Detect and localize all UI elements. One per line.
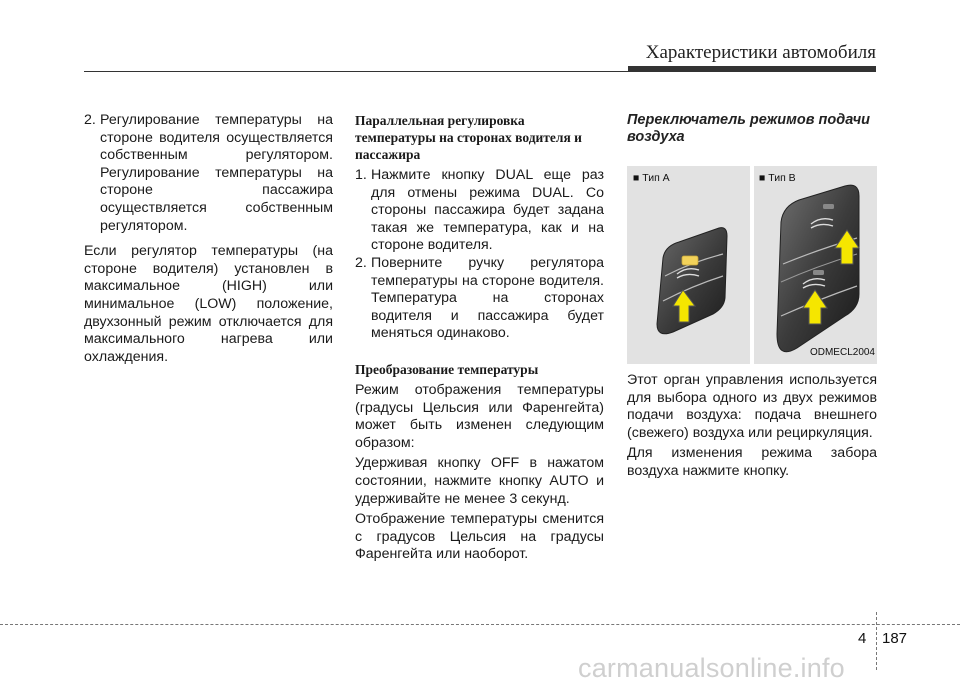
list-number: 2. — [84, 112, 96, 128]
column-3 — [627, 112, 877, 481]
figure-code: ODMECL2004 — [809, 347, 875, 359]
paragraph: Удерживая кнопку OFF в нажатом состоянии, нажмите кнопку AUTO и удерживайте не менее 3 секунд. — [355, 455, 604, 507]
list-text: Регулирование температуры на стороне водителя осуществляется собственным регулятором. Регулирование температуры на стороне пассажира осуществляется собственным регулятором. — [100, 112, 333, 234]
header-rule-thick — [628, 66, 876, 72]
section-title: Характеристики автомобиля — [645, 42, 876, 63]
section-heading: Параллельная регулировка температуры на сторонах водителя и пассажира — [355, 113, 582, 162]
paragraph: Для изменения режима забора воздуха нажмите кнопку. — [627, 445, 877, 479]
figure-air-intake-switch — [627, 166, 877, 364]
list-item — [355, 167, 604, 255]
chapter-number: 4 — [858, 630, 867, 647]
column-1 — [84, 112, 333, 366]
paragraph: Отображение температуры сменится с градусов Цельсия на градусы Фаренгейта или наоборот. — [355, 511, 604, 563]
list-text: Поверните ручку регулятора температуры на стороне водителя. Температура на сторонах водителя и пассажира будет меняться одинаково. — [371, 254, 604, 342]
list-item — [84, 112, 333, 235]
watermark: carmanualsonline.info — [578, 653, 845, 683]
list-item — [355, 255, 604, 343]
list-number: 1. — [355, 167, 367, 183]
list-number: 2. — [355, 254, 367, 271]
footer-divider — [876, 612, 877, 670]
type-a-label: ■ Тип А — [633, 172, 670, 184]
section-heading: Преобразование температуры — [355, 361, 539, 377]
column-2 — [355, 112, 604, 564]
type-b-label: ■ Тип В — [759, 172, 796, 184]
type-a-button-graphic — [657, 228, 727, 334]
page-number: 187 — [882, 630, 908, 647]
paragraph: Этот орган управления используется для выбора одного из двух режимов подачи воздуха: подача внешнего (свежего) воздуха или рециркуляция. — [627, 372, 877, 441]
type-b-button-graphic — [777, 185, 859, 352]
switch-illustration — [627, 166, 877, 364]
section-heading: Переключатель режимов подачи воздуха — [627, 112, 871, 145]
list-text: Нажмите кнопку DUAL еще раз для отмены режима DUAL. Со стороны пассажира будет задана такая же температура, как и на стороне водителя. — [371, 167, 604, 254]
header-rule — [84, 71, 714, 72]
paragraph: Режим отображения температуры (градусы Цельсия или Фаренгейта) может быть изменен следующим образом: — [355, 381, 604, 451]
footer-rule — [0, 624, 960, 625]
paragraph: Если регулятор температуры (на стороне водителя) установлен в максимальное (HIGH) или минимальное (LOW) положение, двухзонный режим отключается для максимального нагрева или охлаждения. — [84, 243, 333, 365]
